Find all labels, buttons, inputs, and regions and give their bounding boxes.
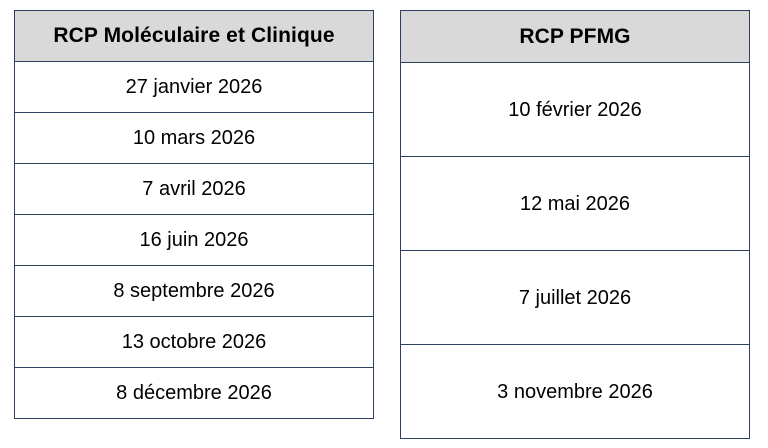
date-cell	[15, 317, 374, 368]
column-header-label: RCP Moléculaire et Clinique	[53, 24, 335, 48]
table-row	[401, 251, 750, 345]
column-header-rcp-moleculaire-et-clinique	[15, 11, 374, 62]
date-cell	[401, 157, 750, 251]
date-label: 13 octobre 2026	[121, 331, 267, 353]
table-row	[15, 113, 374, 164]
table-body	[15, 62, 374, 419]
date-label: 3 novembre 2026	[497, 380, 653, 403]
date-cell	[401, 345, 750, 439]
column-header-rcp-pfmg	[401, 11, 750, 63]
rcp-pfmg-table	[400, 10, 750, 439]
date-cell	[401, 251, 750, 345]
date-cell	[15, 62, 374, 113]
table-row	[15, 266, 374, 317]
date-label: 27 janvier 2026	[125, 76, 263, 98]
date-label: 12 mai 2026	[519, 192, 631, 215]
date-cell	[15, 164, 374, 215]
rcp-pfmg-table-wrapper	[400, 10, 750, 439]
table-row	[15, 215, 374, 266]
table-row	[15, 62, 374, 113]
rcp-moleculaire-et-clinique-table	[14, 10, 374, 419]
table-body	[401, 63, 750, 439]
table-row	[401, 157, 750, 251]
date-label: 7 juillet 2026	[518, 286, 632, 309]
date-label: 16 juin 2026	[139, 229, 249, 251]
rcp-moleculaire-et-clinique-table-wrapper	[14, 10, 374, 419]
date-label: 7 avril 2026	[142, 178, 246, 200]
table-row	[15, 164, 374, 215]
table-header	[401, 11, 750, 63]
date-cell	[15, 215, 374, 266]
table-header	[15, 11, 374, 62]
table-row	[401, 63, 750, 157]
table-row	[15, 368, 374, 419]
date-cell	[15, 266, 374, 317]
date-label: 8 décembre 2026	[116, 382, 272, 404]
column-header-label: RCP PFMG	[519, 24, 631, 48]
date-cell	[15, 113, 374, 164]
date-label: 10 mars 2026	[132, 127, 256, 149]
date-label: 10 février 2026	[508, 98, 642, 121]
table-row	[15, 317, 374, 368]
date-cell	[401, 63, 750, 157]
date-label: 8 septembre 2026	[113, 280, 275, 302]
table-header-row	[15, 11, 374, 62]
date-cell	[15, 368, 374, 419]
table-header-row	[401, 11, 750, 63]
table-row	[401, 345, 750, 439]
